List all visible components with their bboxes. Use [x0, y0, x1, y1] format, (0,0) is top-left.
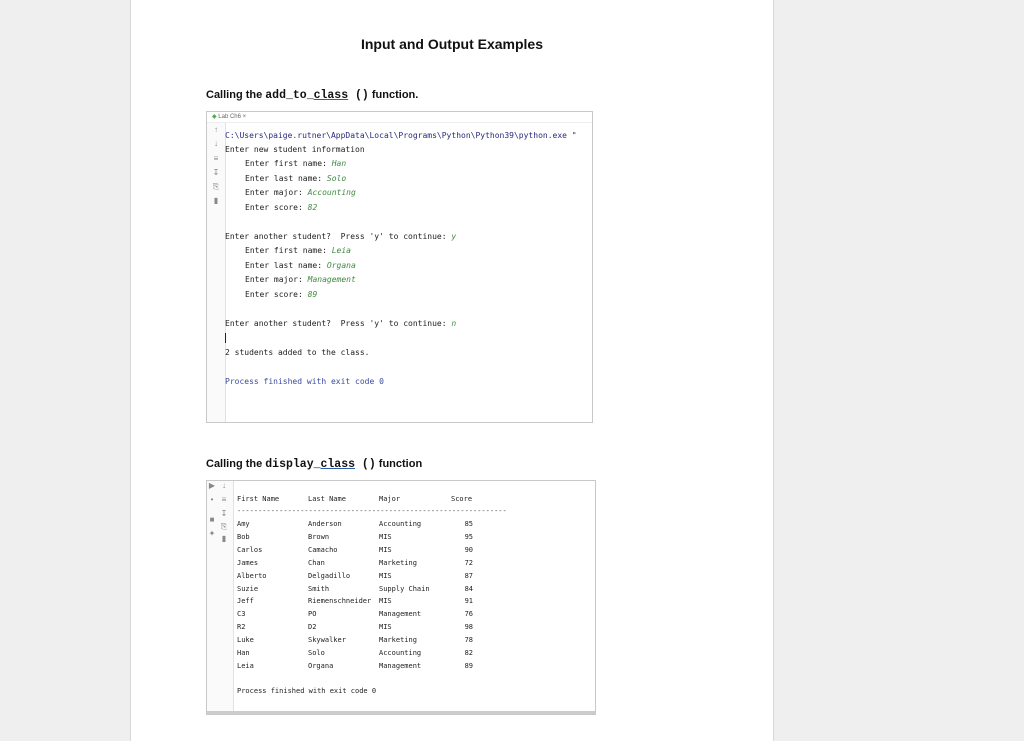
prompt-line: Enter last name: Solo — [245, 174, 347, 183]
continue-prompt: Enter another student? Press 'y' to continue: y — [225, 232, 457, 241]
table-cell-last: Smith — [308, 584, 330, 593]
table-cell-last: Organa — [308, 661, 334, 670]
up-arrow-icon[interactable]: ↑ — [214, 125, 218, 134]
table-cell-major: Management — [379, 661, 422, 670]
table-cell-major: Supply Chain — [379, 584, 430, 593]
process-finished-line: Process finished with exit code 0 — [237, 687, 377, 695]
table-cell-first: Luke — [237, 636, 254, 645]
table-cell-last: PO — [308, 610, 317, 619]
document-page — [130, 0, 774, 741]
table-cell-score: 84 — [464, 584, 473, 593]
intro-line: Enter new student information — [225, 145, 365, 154]
wrap-icon[interactable]: ≡ — [221, 495, 227, 504]
table-cell-first: C3 — [237, 610, 246, 619]
column-header-major: Major — [379, 495, 401, 503]
wrap-icon[interactable]: ≡ — [213, 154, 219, 163]
table-cell-major: MIS — [379, 571, 392, 580]
table-cell-last: D2 — [308, 623, 317, 632]
prompt-line: Enter first name: Han — [245, 159, 347, 168]
section-caption-add: Calling the add_to_class () function. — [206, 89, 419, 102]
students-added-line: 2 students added to the class. — [225, 348, 370, 357]
table-cell-major: MIS — [379, 597, 392, 606]
section-caption-display: Calling the display_class () function — [206, 458, 423, 471]
text-cursor — [225, 333, 226, 343]
down-arrow-icon[interactable]: ↓ — [214, 139, 218, 148]
table-cell-score: 91 — [464, 597, 473, 606]
process-finished-line: Process finished with exit code 0 — [225, 377, 384, 386]
run-icon[interactable]: ▶ — [208, 481, 216, 490]
table-cell-score: 95 — [464, 532, 473, 541]
stop-icon[interactable]: ■ — [209, 515, 215, 524]
column-header-first: First Name — [237, 495, 280, 503]
table-cell-last: Delgadillo — [308, 571, 351, 580]
table-cell-major: Management — [379, 610, 422, 619]
table-cell-first: Han — [237, 649, 250, 657]
table-cell-score: 89 — [464, 661, 473, 670]
table-cell-major: Marketing — [379, 558, 417, 567]
table-cell-last: Riemenschneider — [308, 597, 372, 606]
trash-icon[interactable]: ▮ — [221, 534, 227, 543]
run-tab[interactable]: ◆ Lab Ch6 × — [212, 114, 247, 120]
close-icon[interactable]: × — [242, 114, 247, 120]
wrench-icon[interactable]: • — [210, 495, 214, 504]
prompt-line: Enter last name: Organa — [245, 261, 356, 270]
table-cell-score: 98 — [464, 623, 473, 632]
table-cell-first: Alberto — [237, 571, 267, 580]
table-cell-major: MIS — [379, 532, 392, 541]
run-gutter — [207, 123, 226, 422]
console-screenshot-add — [206, 111, 593, 423]
print-icon[interactable]: ⎘ — [220, 522, 228, 531]
python-icon: ◆ — [212, 114, 217, 120]
scroll-end-icon[interactable]: ↧ — [220, 509, 228, 518]
table-cell-major: MIS — [379, 623, 392, 632]
table-cell-last: Camacho — [308, 545, 338, 554]
prompt-line: Enter major: Accounting — [245, 188, 356, 197]
run-gutter — [207, 481, 234, 714]
table-cell-last: Solo — [308, 649, 325, 657]
table-cell-first: Jeff — [237, 597, 254, 606]
page-title: Input and Output Examples — [360, 36, 543, 52]
continue-prompt: Enter another student? Press 'y' to continue: n — [225, 319, 457, 328]
table-cell-last: Skywalker — [308, 636, 346, 645]
trash-icon[interactable]: ▮ — [213, 196, 219, 205]
pin-icon[interactable]: ✦ — [208, 529, 216, 538]
table-cell-first: R2 — [237, 623, 246, 632]
table-cell-first: Carlos — [237, 545, 263, 554]
table-cell-score: 85 — [464, 520, 473, 528]
table-cell-score: 72 — [464, 558, 473, 567]
prompt-line: Enter first name: Leia — [245, 246, 351, 255]
table-cell-first: James — [237, 558, 259, 567]
column-header-last: Last Name — [308, 495, 346, 503]
table-cell-score: 82 — [464, 649, 473, 657]
table-cell-score: 90 — [464, 545, 473, 554]
table-cell-first: Bob — [237, 532, 250, 541]
table-cell-last: Chan — [308, 558, 325, 567]
prompt-line: Enter score: 82 — [245, 203, 318, 212]
horizontal-scrollbar[interactable] — [207, 711, 595, 714]
print-icon[interactable]: ⎘ — [212, 182, 220, 191]
table-cell-last: Brown — [308, 532, 330, 541]
column-header-score: Score — [451, 495, 473, 503]
table-cell-major: Marketing — [379, 636, 417, 645]
table-cell-major: MIS — [379, 545, 392, 554]
down-arrow-icon[interactable]: ↓ — [222, 481, 226, 490]
prompt-line: Enter major: Management — [245, 275, 356, 284]
prompt-line: Enter score: 89 — [245, 290, 318, 299]
console-screenshot-display — [206, 480, 596, 715]
table-cell-major: Accounting — [379, 520, 422, 528]
table-cell-score: 78 — [464, 636, 473, 645]
table-cell-first: Amy — [237, 520, 250, 528]
table-cell-last: Anderson — [308, 520, 342, 528]
command-line: C:\Users\paige.rutner\AppData\Local\Programs\Python\Python39\python.exe " — [225, 131, 577, 140]
table-cell-first: Leia — [237, 661, 254, 670]
table-cell-score: 76 — [464, 610, 473, 619]
header-divider: ---------------------------------------------------------------- — [237, 507, 507, 515]
run-tab-bar — [207, 112, 592, 123]
table-cell-major: Accounting — [379, 649, 422, 657]
table-cell-score: 87 — [464, 571, 473, 580]
scroll-end-icon[interactable]: ↧ — [212, 168, 220, 177]
table-cell-first: Suzie — [237, 584, 259, 593]
